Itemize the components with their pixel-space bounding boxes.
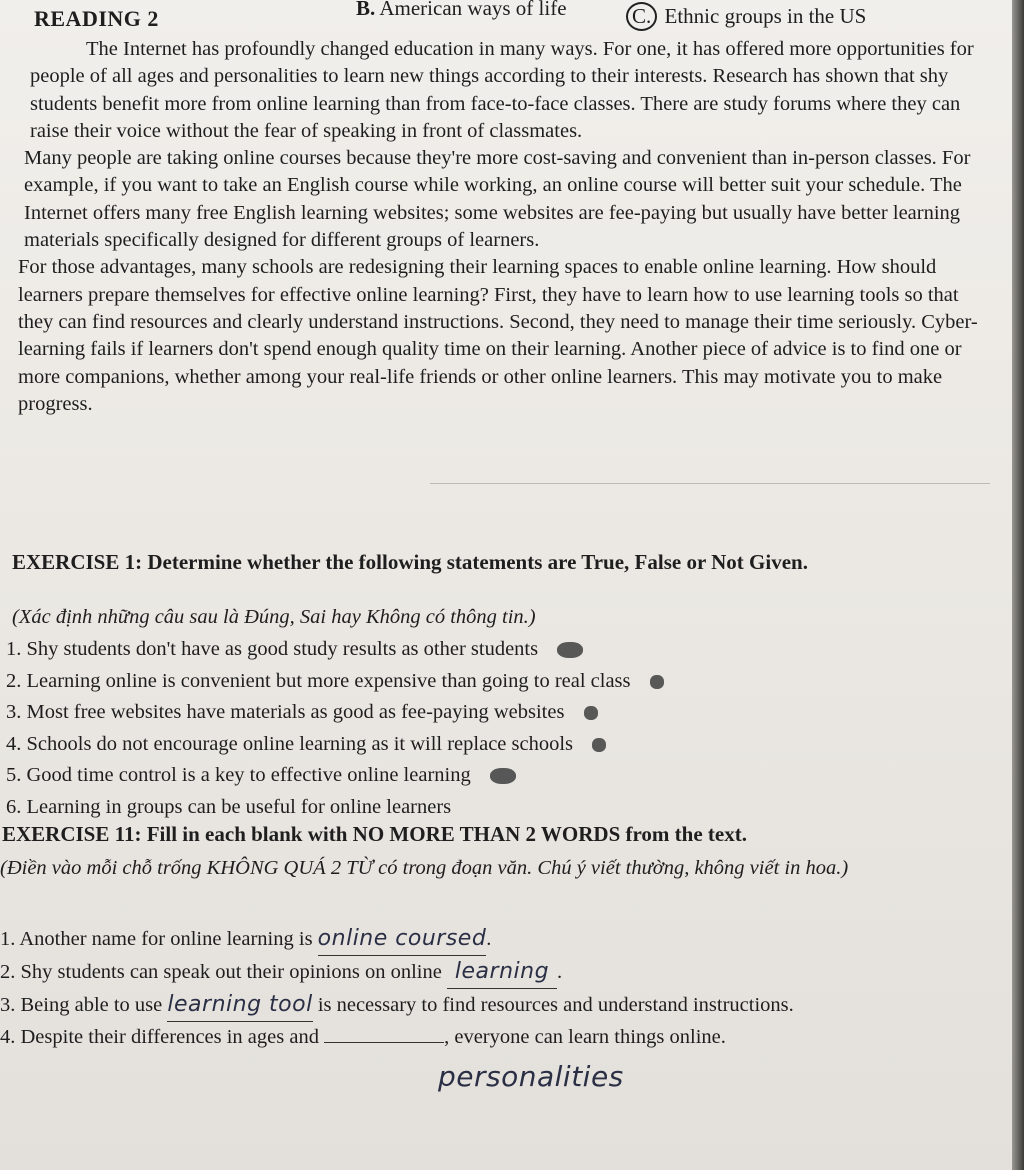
- statement-text: 3. Most free websites have materials as good as fee-paying websites: [6, 701, 565, 723]
- option-b-text: American ways of life: [379, 0, 567, 20]
- passage-paragraph-2: Many people are taking online courses because they're more cost-saving and convenient than in-person classes. For example, if you want to take an English course while working, an online course will better suit your schedule. The Internet offers many free English learning websites; some websites are fee-paying but usually have better learning materials specifically designed for different groups of learners.: [24, 147, 971, 252]
- fill-item: [0, 1021, 1010, 1054]
- passage-paragraph-1: The Internet has profoundly changed education in many ways. For one, it has offered more opportunities for people of all ages and personalities to learn new things according to their interests. Research has shown that shy students benefit more from online learning than from face-to-face classes. There are study forums where they can raise their voice without the fear of speaking in front of classmates.: [30, 38, 974, 142]
- scribble-mark-icon: [584, 706, 598, 720]
- fill-text-after: , everyone can learn things online.: [444, 1026, 726, 1048]
- option-b-letter: B.: [356, 0, 376, 20]
- handwritten-answer[interactable]: learning tool: [167, 988, 312, 1022]
- option-b: [356, 0, 567, 21]
- statement-text: 4. Schools do not encourage online learning as it will replace schools: [6, 732, 574, 755]
- exercise-2-subtitle: (Điền vào mỗi chỗ trống KHÔNG QUÁ 2 TỪ có trong đoạn văn. Chú ý viết thường, không viết in hoa.): [0, 857, 849, 879]
- reading-title: READING 2: [34, 6, 159, 31]
- statement-item: [6, 760, 996, 792]
- statement-text: 6. Learning in groups can be useful for online learners: [6, 795, 452, 818]
- exercise-1-subtitle: (Xác định những câu sau là Đúng, Sai hay Không có thông tin.): [12, 606, 536, 628]
- fill-item: [0, 922, 1010, 955]
- fill-text-after: is necessary to find resources and understand instructions.: [312, 994, 794, 1016]
- answer-blank[interactable]: [324, 1042, 444, 1043]
- reading-passage: [14, 36, 984, 418]
- fill-text-after: .: [486, 928, 492, 950]
- handwritten-answer-below: personalities: [438, 1060, 624, 1093]
- exercise-2-heading: EXERCISE 11: Fill in each blank with NO MORE THAN 2 WORDS from the text.: [2, 822, 747, 846]
- exercise-1-items: [6, 634, 996, 823]
- fill-item: [0, 955, 1010, 988]
- fill-text-before: 3. Being able to use: [0, 994, 168, 1016]
- option-c-letter-circled: C.: [626, 2, 657, 31]
- fill-text-before: 2. Shy students can speak out their opinions on online: [0, 961, 447, 983]
- statement-item: [6, 697, 996, 729]
- statement-item: [6, 666, 996, 698]
- handwritten-answer[interactable]: online coursed: [318, 922, 487, 956]
- scribble-mark-icon: [557, 642, 583, 658]
- statement-item: [6, 729, 996, 761]
- statement-text: 5. Good time control is a key to effective online learning: [6, 764, 471, 786]
- passage-paragraph-3: For those advantages, many schools are redesigning their learning spaces to enable online learning. How should learners prepare themselves for effective online learning? First, they have to learn how to use learning tools so that they can find resources and clearly understand instructions. Second, they need to manage their time seriously. Cyber-learning fails if learners don't spend enough quality time on their learning. Another piece of advice is to find one or more companions, whether among your real-life friends or other online learners. This may motivate you to make progress.: [18, 256, 978, 415]
- scribble-mark-icon: [592, 738, 606, 752]
- fill-item: [0, 988, 1010, 1021]
- page-edge-shadow: [1012, 0, 1024, 1170]
- fill-text-after: .: [556, 961, 563, 983]
- statement-text: 2. Learning online is convenient but more expensive than going to real class: [6, 669, 631, 692]
- scribble-mark-icon: [490, 768, 516, 784]
- fill-text-before: 1. Another name for online learning is: [0, 928, 318, 950]
- scribble-mark-icon: [650, 675, 664, 689]
- fill-text-before: 4. Despite their differences in ages and: [0, 1026, 325, 1048]
- statement-item: [6, 792, 996, 824]
- handwritten-answer[interactable]: learning: [447, 955, 557, 989]
- option-c-text: Ethnic groups in the US: [664, 4, 867, 28]
- header-row: [34, 0, 994, 32]
- option-c: [626, 2, 866, 31]
- exercise-2-items: [0, 922, 1010, 1054]
- exercise-1-heading: EXERCISE 1: Determine whether the following statements are True, False or Not Given.: [12, 550, 808, 574]
- statement-text: 1. Shy students don't have as good study results as other students: [6, 638, 539, 660]
- statement-item: [6, 634, 996, 666]
- faint-underline: [430, 483, 990, 484]
